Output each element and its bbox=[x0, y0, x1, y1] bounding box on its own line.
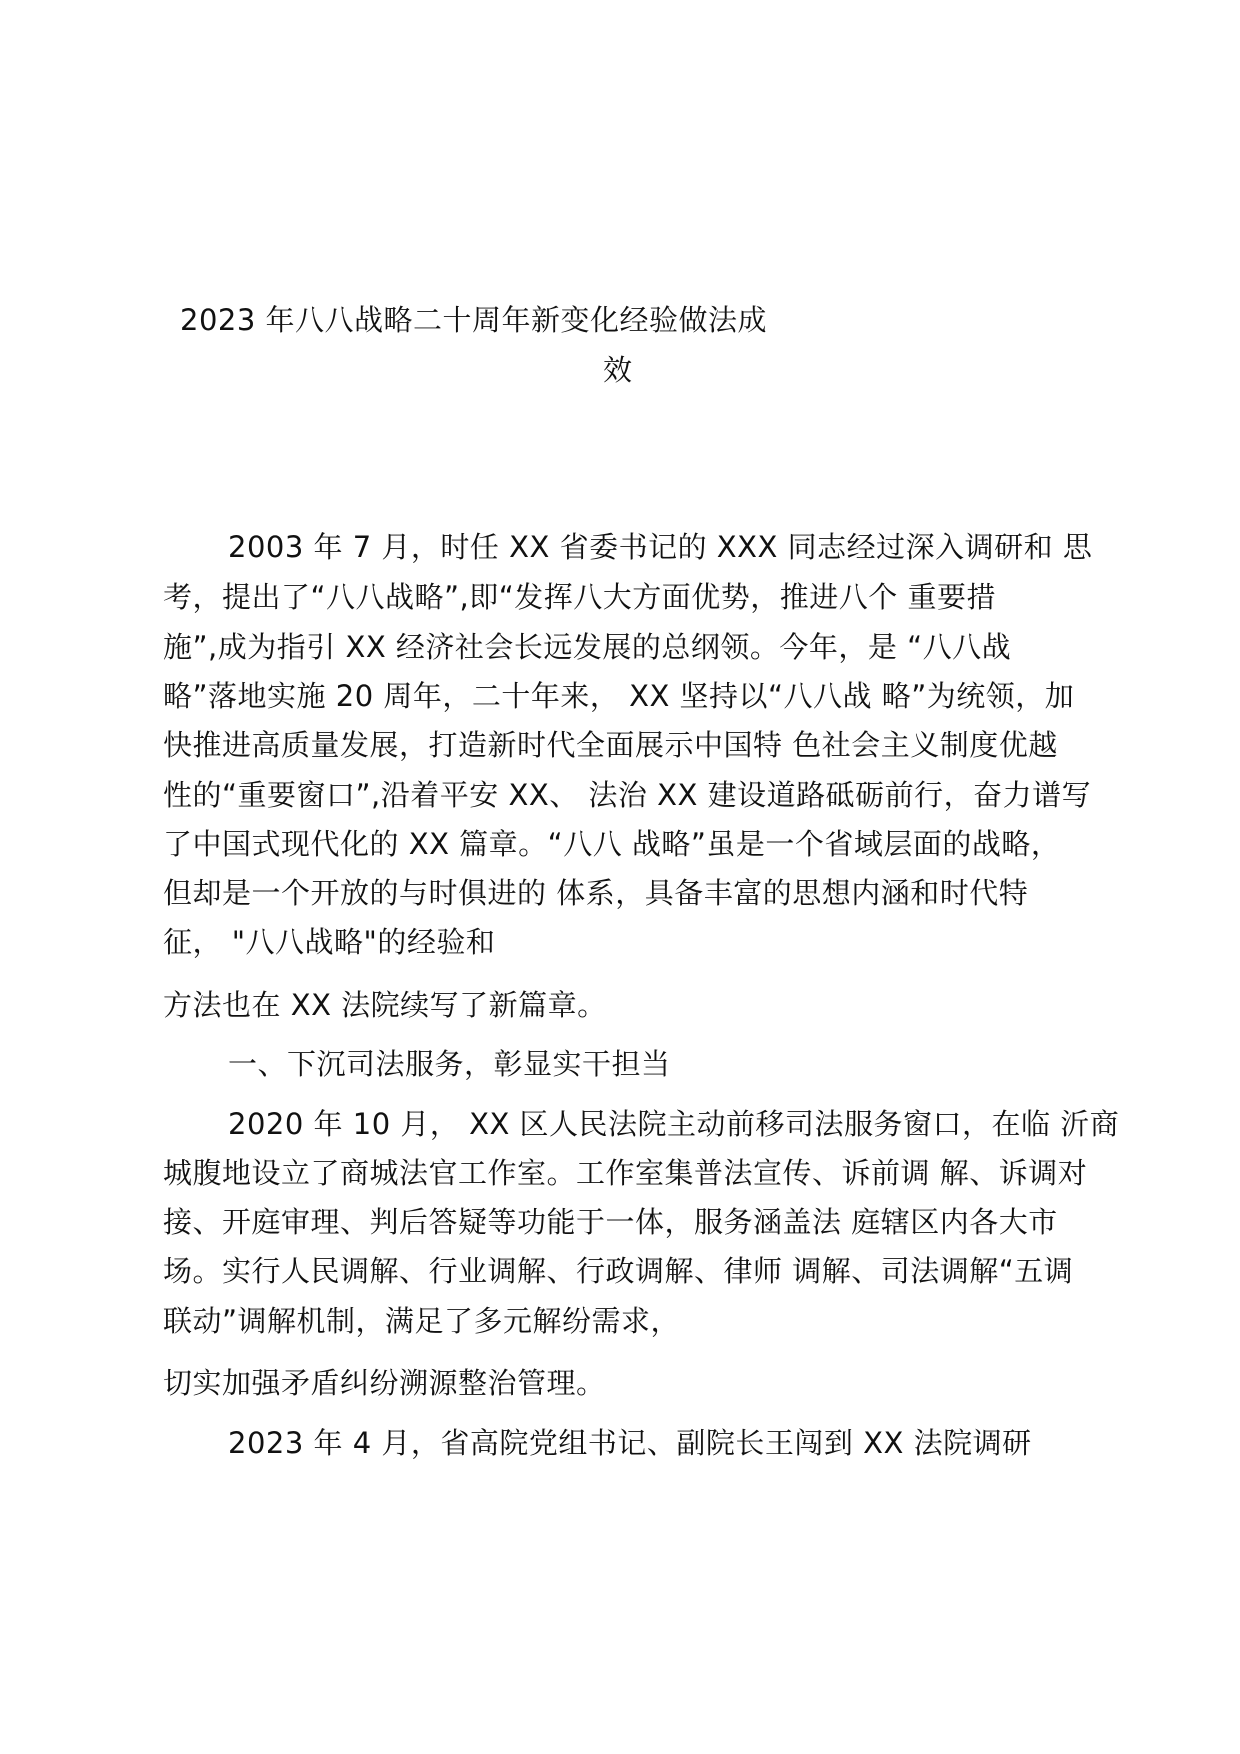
paragraph-2-line: 城腹地设立了商城法官工作室。工作室集普法宣传、诉前调 解、诉调对 bbox=[163, 1156, 1088, 1190]
paragraph-1-line: 性的“重要窗口”,沿着平安 XX、 法治 XX 建设道路砥砺前行，奋力谱写 bbox=[163, 778, 1092, 812]
paragraph-1-line: 施”,成为指引 XX 经济社会长远发展的总纲领。今年，是 “八八战 bbox=[163, 630, 1012, 664]
paragraph-1-line: 考，提出了“八八战略”,即“发挥八大方面优势，推进八个 重要措 bbox=[163, 580, 997, 614]
paragraph-1-line: 略”落地实施 20 周年，二十年来， XX 坚持以“八八战 略”为统领，加 bbox=[163, 679, 1075, 713]
section-1-heading: 一、下沉司法服务，彰显实干担当 bbox=[228, 1047, 671, 1081]
paragraph-1-line: 快推进高质量发展，打造新时代全面展示中国特 色社会主义制度优越 bbox=[163, 728, 1058, 762]
paragraph-1-line: 但却是一个开放的与时俱进的 体系，具备丰富的思想内涵和时代特 bbox=[163, 876, 1029, 910]
paragraph-2-line: 联动”调解机制，满足了多元解纷需求， bbox=[163, 1304, 681, 1338]
document-title-line-2: 效 bbox=[603, 353, 633, 387]
paragraph-3-line: 2023 年 4 月，省高院党组书记、副院长王闯到 XX 法院调研 bbox=[228, 1426, 1032, 1460]
paragraph-2-line: 2020 年 10 月， XX 区人民法院主动前移司法服务窗口，在临 沂商 bbox=[228, 1107, 1120, 1141]
paragraph-1-line: 2003 年 7 月，时任 XX 省委书记的 XXX 同志经过深入调研和 思 bbox=[228, 530, 1093, 564]
paragraph-1-line: 了中国式现代化的 XX 篇章。“八八 战略”虽是一个省域层面的战略， bbox=[163, 827, 1061, 861]
paragraph-1-tail: 方法也在 XX 法院续写了新篇章。 bbox=[163, 988, 607, 1022]
paragraph-2-line: 场。实行人民调解、行业调解、行政调解、律师 调解、司法调解“五调 bbox=[163, 1254, 1074, 1288]
paragraph-1-line: 征， "八八战略"的经验和 bbox=[163, 925, 496, 959]
paragraph-2-line: 接、开庭审理、判后答疑等功能于一体，服务涵盖法 庭辖区内各大市 bbox=[163, 1205, 1058, 1239]
paragraph-2-tail: 切实加强矛盾纠纷溯源整治管理。 bbox=[163, 1366, 606, 1400]
document-title-line-1: 2023 年八八战略二十周年新变化经验做法成 bbox=[180, 303, 768, 337]
